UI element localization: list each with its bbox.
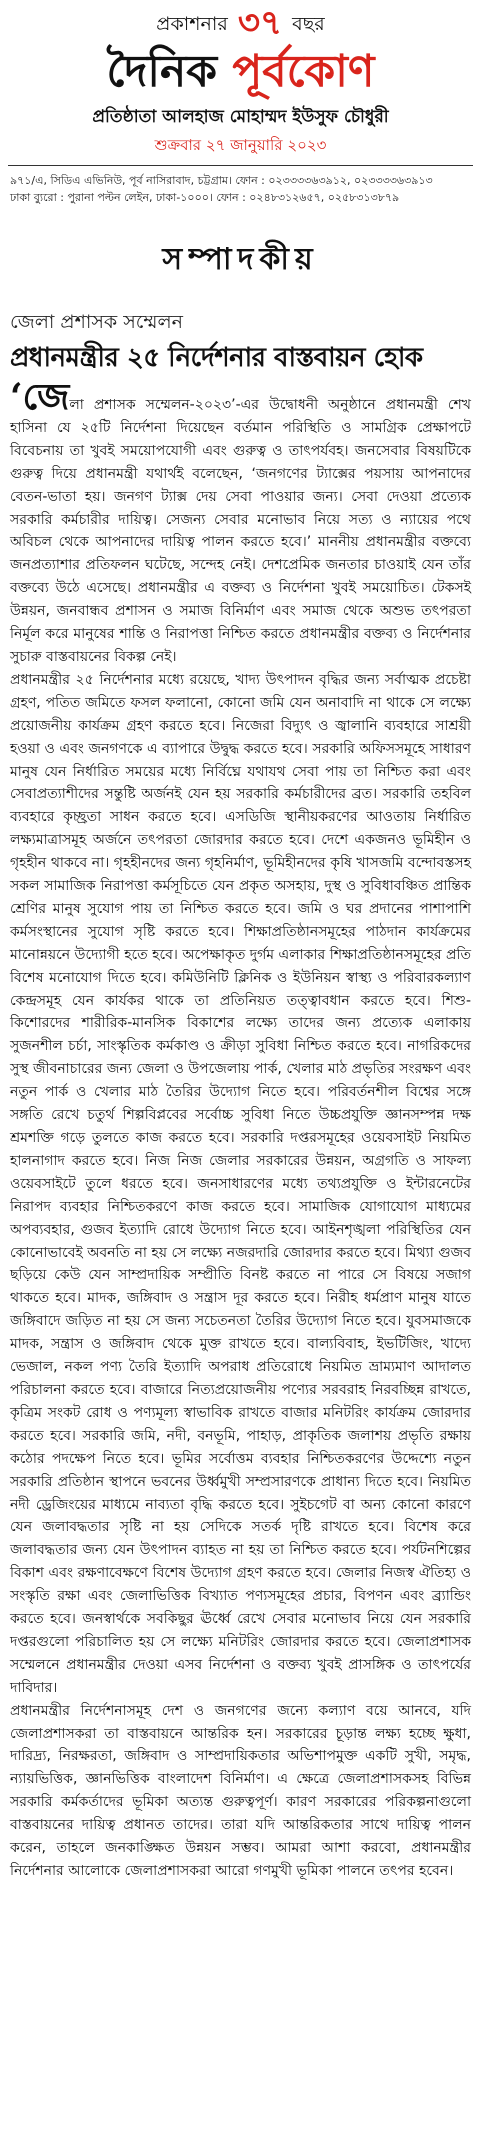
anniversary-number: ৩৭ [237, 3, 283, 43]
paragraph-1 [10, 376, 471, 669]
founder-line: প্রতিষ্ঠাতা আলহাজ মোহাম্মদ ইউসুফ চৌধুরী [92, 107, 389, 127]
paragraph-2: প্রধানমন্ত্রীর ২৫ নির্দেশনার মধ্যে রয়েছে, খাদ্য উৎপাদন বৃদ্ধির জন্য সর্বাত্মক প্রচেষ্টা গ্রহণ, পতিত জমিতে ফসল ফলানো, কোনো জমি যেন অনাবাদি না থাকে সে লক্ষ্যে প্রয়োজনীয় কার্যক্রম গ্রহণ করতে হবে। নিজেরা বিদ্যুৎ ও জ্বালানি ব্যবহারে সাশ্রয়ী হওয়া ও এবং জনগণকে এ ব্যাপারে উদ্বুদ্ধ করতে হবে। সরকারি অফিসসমূহে সাধারণ মানুষ যেন নির্ধারিত সময়ের মধ্যে নির্বিঘ্নে যথাযথ সেবা পায় তা নিশ্চিত করা এবং সেবাপ্রত্যাশীদের সন্তুষ্টি অর্জনই যেন হয় সরকারি কর্মচারীদের ব্রত। সরকারি তহবিল ব্যবহারে কৃচ্ছ্রতা সাধন করতে হবে। এসডিজি স্থানীয়করণের আওতায় নির্ধারিত লক্ষ্যমাত্রাসমূহ অর্জনে তৎপরতা জোরদার করতে হবে। দেশে একজনও ভূমিহীন ও গৃহহীন থাকবে না। গৃহহীনদের জন্য গৃহনির্মাণ, ভূমিহীনদের কৃষি খাসজমি বন্দোবস্তসহ সকল সামাজিক নিরাপত্তা কর্মসূচিতে যেন প্রকৃত অসহায়, দুস্থ ও সুবিধাবঞ্চিত প্রান্তিক শ্রেণির মানুষ সুযোগ পায় তা নিশ্চিত করতে হবে। জমি ও ঘর প্রদানের পাশাপাশি কর্মসংস্থানের সুযোগ সৃষ্টি করতে হবে। শিক্ষাপ্রতিষ্ঠানসমূহের পাঠদান কার্যক্রমের মানোন্নয়নে উদ্যোগী হতে হবে। অপেক্ষাকৃত দুর্গম এলাকার শিক্ষাপ্রতিষ্ঠানসমূহের প্রতি বিশেষ মনোযোগ দিতে হবে। কমিউনিটি ক্লিনিক ও ইউনিয়ন স্বাস্থ্য ও পরিবারকল্যাণ কেন্দ্রসমূহ যেন কার্যকর থাকে তা প্রতিনিয়ত তত্ত্বাবধান করতে হবে। শিশু-কিশোরদের শারীরিক-মানসিক বিকাশের লক্ষ্যে তাদের জন্য প্রত্যেক এলাকায় সুজনশীল চর্চা, সাংস্কৃতিক কর্মকাণ্ড ও ক্রীড়া সুবিধা নিশ্চিত করতে হবে। নাগরিকদের সুস্থ জীবনাচারের জন্য জেলা ও উপজেলায় পার্ক, খেলার মাঠ প্রভৃতির সংরক্ষণ এবং নতুন পার্ক ও খেলার মাঠ তৈরির উদ্যোগ নিতে হবে। পরিবর্তনশীল বিশ্বের সঙ্গে সঙ্গতি রেখে চতুর্থ শিল্পবিপ্লবের সর্বোচ্চ সুবিধা নিতে উচ্চপ্রযুক্তি জ্ঞানসম্পন্ন দক্ষ শ্রমশক্তি গড়ে তুলতে কাজ করতে হবে। সরকারি দপ্তরসমূহের ওয়েবসাইট নিয়মিত হালনাগাদ করতে হবে। নিজ নিজ জেলার সরকারের উন্নয়ন, অগ্রগতি ও সাফল্য ওয়েবসাইটে তুলে ধরতে হবে। জনসাধারণের মধ্যে তথ্যপ্রযুক্তি ও ইন্টারনেটের নিরাপদ ব্যবহার নিশ্চিতকরণে কাজ করতে হবে। সামাজিক যোগাযোগ মাধ্যমের অপব্যবহার, গুজব ইত্যাদি রোধে উদ্যোগ নিতে হবে। আইনশৃঙ্খলা পরিস্থিতির যেন কোনোভাবেই অবনতি না হয় সে লক্ষ্যে নজরদারি জোরদার করতে হবে। মিথ্যা গুজব ছড়িয়ে কেউ যেন সাম্প্রদায়িক সম্প্রীতি বিনষ্ট করতে না পারে সে বিষয়ে সজাগ থাকতে হবে। মাদক, জঙ্গিবাদ ও সন্ত্রাস দূর করতে হবে। নিরীহ ধর্মপ্রাণ মানুষ যাতে জঙ্গিবাদে জড়িত না হয় সে জন্য সচেতনতা তৈরির উদ্যোগ নিতে হবে। যুবসমাজকে মাদক, সন্ত্রাস ও জঙ্গিবাদ থেকে মুক্ত রাখতে হবে। বাল্যবিবাহ, ইভটিজিং, খাদ্যে ভেজাল, নকল পণ্য তৈরি ইত্যাদি অপরাধ প্রতিরোধে নিয়মিত ভ্রাম্যমাণ আদালত পরিচালনা করতে হবে। বাজারে নিত্যপ্রয়োজনীয় পণ্যের সরবরাহ নিরবচ্ছিন্ন রাখতে, কৃত্রিম সংকট রোধ ও পণ্যমূল্য স্বাভাবিক রাখতে বাজার মনিটরিং কার্যক্রম জোরদার করতে হবে। সরকারি জমি, নদী, বনভূমি, পাহাড়, প্রাকৃতিক জলাশয় প্রভৃতি রক্ষায় কঠোর পদক্ষেপ নিতে হবে। ভূমির সর্বোত্তম ব্যবহার নিশ্চিতকরণের উদ্দেশ্যে নতুন সরকারি প্রতিষ্ঠান স্থাপনে ভবনের উর্ধ্বমুখী সম্প্রসারণকে প্রাধান্য দিতে হবে। নিয়মিত নদী ড্রেজিংয়ের মাধ্যমে নাব্যতা বৃদ্ধি করতে হবে। সুইচগেট বা অন্য কোনো কারণে যেন জলাবদ্ধতার সৃষ্টি না হয় সেদিকে সতর্ক দৃষ্টি রাখতে হবে। বিশেষ করে জলাবদ্ধতার জন্য যেন উৎপাদন ব্যাহত না হয় তা নিশ্চিত করতে হবে। পর্যটনশিল্পের বিকাশ এবং রক্ষণাবেক্ষণে বিশেষ উদ্যোগ গ্রহণ করতে হবে। জেলার নিজস্ব ঐতিহ্য ও সংস্কৃতি রক্ষা এবং জেলাভিত্তিক বিখ্যাত পণ্যসমূহের প্রচার, বিপণন এবং ব্র্যান্ডিং করতে হবে। জনস্বার্থকে সবকিছুর ঊর্ধ্বে রেখে সেবার মনোভাব নিয়ে যেন সরকারি দপ্তরগুলো পরিচালিত হয় সে লক্ষ্যে মনিটরিং জোরদার করতে হবে। জেলাপ্রশাসক সম্মেলনে প্রধানমন্ত্রীর দেওয়া এসব নির্দেশনা ও বক্তব্য খুবই প্রাসঙ্গিক ও তাৎপর্যের দাবিদার। [10, 671, 471, 1696]
publication-date: শুক্রবার ২৭ জানুয়ারি ২০২৩ [154, 136, 327, 154]
newspaper-title [0, 45, 481, 99]
anniversary-banner [0, 3, 481, 43]
article-kicker: জেলা প্রশাসক সম্মেলন [10, 311, 184, 333]
masthead-divider [8, 165, 473, 166]
address-block [0, 172, 481, 206]
article-body [0, 376, 481, 1883]
masthead [0, 0, 481, 156]
paragraph-1-text: লা প্রশাসক সম্মেলন-২০২৩’-এর উদ্বোধনী অনুষ্ঠানে প্রধানমন্ত্রী শেখ হাসিনা যে ২৫টি নির্দেশনা দিয়েছেন বর্তমান পরিস্থিতি ও সামগ্রিক প্রেক্ষাপটে বিবেচনায় তা খুবই সময়োপযোগী এবং গুরুত্ব ও তাৎপর্যবহ। জনসেবার বিষয়টিকে গুরুত্ব দিয়ে প্রধানমন্ত্রী যথার্থই বলেছেন, ‘জনগণের ট্যাক্সের পয়সায় আপনাদের বেতন-ভাতা হয়। জনগণ ট্যাক্স দেয় সেবা পাওয়ার জন্য। সেবা দেওয়া প্রত্যেক সরকারি কর্মচারীর দায়িত্ব। সেজন্য সেবার মনোভাব নিয়ে সত্য ও ন্যায়ের পথে অবিচল থেকে আপনাদের দায়িত্ব পালন করতে হবে।’ মাননীয় প্রধানমন্ত্রীর বক্তব্যে জনপ্রত্যাশার প্রতিফলন ঘটেছে, সন্দেহ নেই। দেশপ্রেমিক জনতার চাওয়াই যেন তাঁর বক্তব্যে উঠে এসেছে। প্রধানমন্ত্রীর এ বক্তব্য ও নির্দেশনা খুবই সময়োচিত। টেকসই উন্নয়ন, জনবান্ধব প্রশাসন ও সমাজ বিনির্মাণ এবং সমাজ থেকে অশুভ তৎপরতা নির্মূল করে মানুষের শান্তি ও নিরাপত্তা নিশ্চিত করতে প্রধানমন্ত্রীর বক্তব্য ও নির্দেশনার সুচারু বাস্তবায়নের বিকল্প নেই। [10, 397, 471, 665]
paragraph-3: প্রধানমন্ত্রীর নির্দেশনাসমূহ দেশ ও জনগণের জন্যে কল্যাণ বয়ে আনবে, যদি জেলাপ্রশাসকরা তা বাস্তবায়নে আন্তরিক হন। সরকারের চূড়ান্ত লক্ষ্য হচ্ছে ক্ষুধা, দারিদ্র্য, নিরক্ষরতা, জঙ্গিবাদ ও সাম্প্রদায়িকতার অভিশাপমুক্ত একটি সুখী, সমৃদ্ধ, ন্যায়ভিত্তিক, জ্ঞানভিত্তিক বাংলাদেশ বিনির্মাণ। এ ক্ষেত্রে জেলাপ্রশাসকসহ বিভিন্ন সরকারি কর্মকর্তাদের ভূমিকা অত্যন্ত গুরুত্বপূর্ণ। কারণ সরকারের পরিকল্পনাগুলো বাস্তবায়নের দায়িত্ব প্রধানত তাদের। তারা যদি আন্তরিকতার সাথে দায়িত্ব পালন করেন, তাহলে জনকাঙ্ক্ষিত উন্নয়ন সম্ভব। আমরা আশা করবো, প্রধানমন্ত্রীর নির্দেশনার আলোকে জেলাপ্রশাসকরা আরো গণমুখী ভূমিকা পালনে তৎপর হবেন। [10, 1702, 471, 1879]
anniversary-prefix: প্রকাশনার [156, 13, 228, 35]
address-line-1: ৯৭১/এ, সিডিএ এভিনিউ, পূর্ব নাসিরাবাদ, চট্টগ্রাম। ফোন : ০২৩৩৩৩৬৩৯১২, ০২৩৩৩৩৬৩৯১৩ [10, 174, 433, 187]
anniversary-suffix: বছর [292, 13, 325, 35]
drop-cap: ‘জে [10, 376, 70, 418]
title-part-2: পূর্বকোণ [232, 46, 375, 97]
title-part-1: দৈনিক [106, 46, 218, 97]
address-line-2: ঢাকা ব্যুরো : পুরানা পল্টন লেইন, ঢাকা-১০০০। ফোন : ০২৪৮৩১২৬৫৭, ০২৫৮৩১৩৮৭৯ [10, 191, 400, 204]
article-headline: প্রধানমন্ত্রীর ২৫ নির্দেশনার বাস্তবায়ন হোক [10, 343, 423, 373]
section-title: সম্পাদকীয় [162, 242, 319, 277]
